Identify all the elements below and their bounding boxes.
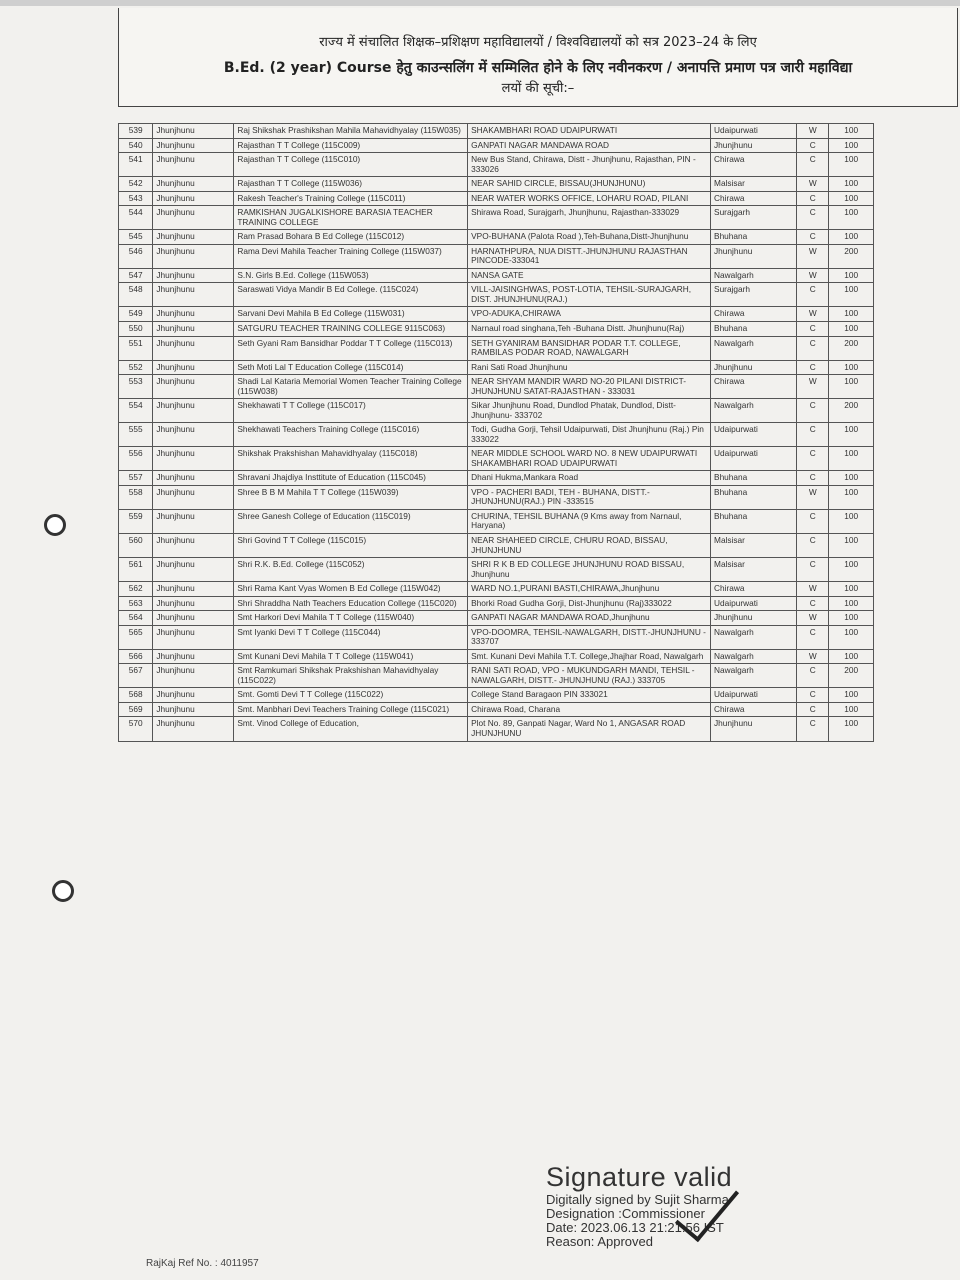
cell-sno: 557 <box>119 471 153 486</box>
cell-district: Jhunjhunu <box>153 582 234 597</box>
table-row <box>119 268 874 283</box>
table-row <box>119 206 874 230</box>
cell-sno: 554 <box>119 399 153 423</box>
cell-type: C <box>797 717 829 741</box>
table-row <box>119 625 874 649</box>
signature-signer: Digitally signed by Sujit Sharma <box>546 1192 729 1207</box>
cell-college-name: Rajasthan T T College (115C010) <box>234 153 468 177</box>
cell-type: C <box>797 206 829 230</box>
cell-district: Jhunjhunu <box>153 611 234 626</box>
cell-address: Sikar Jhunjhunu Road, Dundlod Phatak, Dundlod, Distt- Jhunjhunu- 333702 <box>468 399 711 423</box>
cell-district: Jhunjhunu <box>153 307 234 322</box>
table-row <box>119 702 874 717</box>
table-row <box>119 138 874 153</box>
cell-seats: 100 <box>829 534 874 558</box>
cell-sno: 541 <box>119 153 153 177</box>
table-row <box>119 307 874 322</box>
cell-seats: 100 <box>829 611 874 626</box>
cell-type: C <box>797 447 829 471</box>
signature-designation: Designation :Commissioner <box>546 1206 705 1221</box>
cell-seats: 100 <box>829 471 874 486</box>
cell-college-name: Smt. Manbhari Devi Teachers Training College (115C021) <box>234 702 468 717</box>
cell-district: Jhunjhunu <box>153 664 234 688</box>
table-row <box>119 611 874 626</box>
cell-district: Jhunjhunu <box>153 688 234 703</box>
cell-sno: 555 <box>119 423 153 447</box>
cell-district: Jhunjhunu <box>153 206 234 230</box>
cell-type: C <box>797 138 829 153</box>
cell-address: Narnaul road singhana,Teh -Buhana Distt. Jhunjhunu(Raj) <box>468 321 711 336</box>
cell-sno: 561 <box>119 558 153 582</box>
cell-address: WARD NO.1,PURANI BASTI,CHIRAWA,Jhunjhunu <box>468 582 711 597</box>
cell-district: Jhunjhunu <box>153 625 234 649</box>
cell-seats: 100 <box>829 423 874 447</box>
cell-tehsil: Bhuhana <box>711 509 797 533</box>
cell-tehsil: Jhunjhunu <box>711 244 797 268</box>
cell-college-name: Shri Shraddha Nath Teachers Education College (115C020) <box>234 596 468 611</box>
cell-tehsil: Chirawa <box>711 375 797 399</box>
table-row <box>119 509 874 533</box>
cell-sno: 556 <box>119 447 153 471</box>
college-table-body <box>119 124 874 742</box>
table-row <box>119 360 874 375</box>
cell-address: SETH GYANIRAM BANSIDHAR PODAR T.T. COLLEGE, RAMBILAS PODAR ROAD, NAWALGARH <box>468 336 711 360</box>
cell-college-name: Ram Prasad Bohara B Ed College (115C012) <box>234 230 468 245</box>
cell-type: C <box>797 558 829 582</box>
cell-district: Jhunjhunu <box>153 153 234 177</box>
table-row <box>119 321 874 336</box>
cell-college-name: Smt Kunani Devi Mahila T T College (115W041) <box>234 649 468 664</box>
cell-type: W <box>797 582 829 597</box>
cell-seats: 100 <box>829 558 874 582</box>
cell-college-name: Saraswati Vidya Mandir B Ed College. (115C024) <box>234 283 468 307</box>
cell-tehsil: Jhunjhunu <box>711 717 797 741</box>
cell-tehsil: Udaipurwati <box>711 124 797 139</box>
cell-college-name: Shikshak Prakshishan Mahavidhyalay (115C018) <box>234 447 468 471</box>
cell-sno: 568 <box>119 688 153 703</box>
cell-type: C <box>797 153 829 177</box>
cell-college-name: Seth Moti Lal T Education College (115C014) <box>234 360 468 375</box>
cell-sno: 543 <box>119 191 153 206</box>
rajkaj-ref-number: RajKaj Ref No. : 4011957 <box>146 1258 259 1269</box>
cell-seats: 100 <box>829 177 874 192</box>
cell-sno: 558 <box>119 485 153 509</box>
cell-type: C <box>797 625 829 649</box>
cell-college-name: Sarvani Devi Mahila B Ed College (115W031) <box>234 307 468 322</box>
cell-district: Jhunjhunu <box>153 702 234 717</box>
cell-tehsil: Chirawa <box>711 307 797 322</box>
cell-address: VILL-JAISINGHWAS, POST-LOTIA, TEHSIL-SURAJGARH, DIST. JHUNJHUNU(RAJ.) <box>468 283 711 307</box>
cell-type: C <box>797 702 829 717</box>
table-row <box>119 558 874 582</box>
cell-type: C <box>797 191 829 206</box>
cell-seats: 100 <box>829 206 874 230</box>
cell-tehsil: Malsisar <box>711 558 797 582</box>
cell-district: Jhunjhunu <box>153 191 234 206</box>
cell-tehsil: Bhuhana <box>711 321 797 336</box>
cell-sno: 567 <box>119 664 153 688</box>
cell-seats: 200 <box>829 664 874 688</box>
cell-sno: 546 <box>119 244 153 268</box>
cell-address: VPO - PACHERI BADI, TEH - BUHANA, DISTT.- JHUNJHUNU(RAJ.) PIN -333515 <box>468 485 711 509</box>
cell-seats: 100 <box>829 702 874 717</box>
page-top-edge <box>0 0 960 6</box>
table-row <box>119 485 874 509</box>
table-row <box>119 447 874 471</box>
cell-sno: 562 <box>119 582 153 597</box>
cell-tehsil: Jhunjhunu <box>711 611 797 626</box>
cell-college-name: Shri Rama Kant Vyas Women B Ed College (115W042) <box>234 582 468 597</box>
cell-seats: 100 <box>829 307 874 322</box>
table-row <box>119 244 874 268</box>
cell-district: Jhunjhunu <box>153 649 234 664</box>
cell-address: Plot No. 89, Ganpati Nagar, Ward No 1, ANGASAR ROAD JHUNJHUNU <box>468 717 711 741</box>
cell-address: SHAKAMBHARI ROAD UDAIPURWATI <box>468 124 711 139</box>
cell-address: NEAR MIDDLE SCHOOL WARD NO. 8 NEW UDAIPURWATI SHAKAMBHARI ROAD UDAIPURWATI <box>468 447 711 471</box>
cell-address: NEAR SHYAM MANDIR WARD NO-20 PILANI DISTRICT- JHUNJHUNU SATAT-RAJASTHAN - 333031 <box>468 375 711 399</box>
cell-type: W <box>797 307 829 322</box>
header-line-2: B.Ed. (2 year) Course हेतु काउन्सलिंग में सम्मिलित होने के लिए नवीनकरण / अनापत्ति प्रमाण पत्र जारी महाविद्या <box>223 60 853 76</box>
punch-hole <box>44 514 66 536</box>
cell-district: Jhunjhunu <box>153 283 234 307</box>
header-line-1: राज्य में संचालित शिक्षक–प्रशिक्षण महाविद्यालयों / विश्वविद्यालयों को सत्र 2023–24 के लिए <box>319 35 757 50</box>
table-row <box>119 649 874 664</box>
cell-sno: 551 <box>119 336 153 360</box>
cell-address: VPO-DOOMRA, TEHSIL-NAWALGARH, DISTT.-JHUNJHUNU - 333707 <box>468 625 711 649</box>
cell-type: C <box>797 423 829 447</box>
cell-seats: 100 <box>829 124 874 139</box>
cell-district: Jhunjhunu <box>153 399 234 423</box>
cell-seats: 100 <box>829 321 874 336</box>
cell-college-name: Smt Harkori Devi Mahila T T College (115W040) <box>234 611 468 626</box>
cell-address: Shirawa Road, Surajgarh, Jhunjhunu, Rajasthan-333029 <box>468 206 711 230</box>
signature-status: Signature valid <box>546 1162 733 1192</box>
cell-type: C <box>797 399 829 423</box>
cell-seats: 100 <box>829 625 874 649</box>
cell-college-name: SATGURU TEACHER TRAINING COLLEGE 9115C063) <box>234 321 468 336</box>
cell-tehsil: Nawalgarh <box>711 625 797 649</box>
cell-seats: 100 <box>829 509 874 533</box>
cell-sno: 553 <box>119 375 153 399</box>
cell-address: Todi, Gudha Gorji, Tehsil Udaipurwati, Dist Jhunjhunu (Raj.) Pin 333022 <box>468 423 711 447</box>
cell-sno: 563 <box>119 596 153 611</box>
table-row <box>119 375 874 399</box>
cell-address: Rani Sati Road Jhunjhunu <box>468 360 711 375</box>
cell-type: W <box>797 177 829 192</box>
cell-college-name: Smt. Gomti Devi T T College (115C022) <box>234 688 468 703</box>
cell-address: NANSA GATE <box>468 268 711 283</box>
table-row <box>119 596 874 611</box>
cell-tehsil: Udaipurwati <box>711 447 797 471</box>
table-row <box>119 582 874 597</box>
cell-address: New Bus Stand, Chirawa, Distt - Jhunjhunu, Rajasthan, PIN - 333026 <box>468 153 711 177</box>
cell-address: Chirawa Road, Charana <box>468 702 711 717</box>
document-header <box>118 8 958 107</box>
cell-address: HARNATHPURA, NUA DISTT.-JHUNJHUNU RAJASTHAN PINCODE-333041 <box>468 244 711 268</box>
cell-seats: 200 <box>829 336 874 360</box>
cell-address: Dhani Hukma,Mankara Road <box>468 471 711 486</box>
cell-seats: 100 <box>829 360 874 375</box>
cell-type: C <box>797 664 829 688</box>
cell-type: C <box>797 230 829 245</box>
cell-address: RANI SATI ROAD, VPO - MUKUNDGARH MANDI, TEHSIL - NAWALGARH, DISTT.- JHUNJHUNU (RAJ.) 333705 <box>468 664 711 688</box>
cell-tehsil: Udaipurwati <box>711 423 797 447</box>
cell-tehsil: Nawalgarh <box>711 664 797 688</box>
cell-address: NEAR SAHID CIRCLE, BISSAU(JHUNJHUNU) <box>468 177 711 192</box>
cell-address: GANPATI NAGAR MANDAWA ROAD <box>468 138 711 153</box>
signature-reason: Reason: Approved <box>546 1234 653 1249</box>
cell-tehsil: Udaipurwati <box>711 596 797 611</box>
cell-sno: 566 <box>119 649 153 664</box>
cell-sno: 542 <box>119 177 153 192</box>
cell-seats: 100 <box>829 268 874 283</box>
cell-district: Jhunjhunu <box>153 177 234 192</box>
cell-tehsil: Nawalgarh <box>711 268 797 283</box>
cell-sno: 539 <box>119 124 153 139</box>
cell-type: C <box>797 688 829 703</box>
cell-district: Jhunjhunu <box>153 534 234 558</box>
cell-address: Bhorki Road Gudha Gorji, Dist-Jhunjhunu (Raj)333022 <box>468 596 711 611</box>
cell-tehsil: Nawalgarh <box>711 649 797 664</box>
cell-district: Jhunjhunu <box>153 244 234 268</box>
punch-hole <box>52 880 74 902</box>
cell-district: Jhunjhunu <box>153 471 234 486</box>
cell-seats: 100 <box>829 138 874 153</box>
cell-type: C <box>797 336 829 360</box>
cell-tehsil: Malsisar <box>711 177 797 192</box>
cell-type: W <box>797 244 829 268</box>
cell-sno: 550 <box>119 321 153 336</box>
cell-sno: 547 <box>119 268 153 283</box>
cell-district: Jhunjhunu <box>153 485 234 509</box>
cell-type: C <box>797 360 829 375</box>
cell-district: Jhunjhunu <box>153 447 234 471</box>
digital-signature-block <box>546 1162 846 1249</box>
cell-seats: 200 <box>829 399 874 423</box>
cell-sno: 548 <box>119 283 153 307</box>
cell-district: Jhunjhunu <box>153 268 234 283</box>
cell-address: GANPATI NAGAR MANDAWA ROAD,Jhunjhunu <box>468 611 711 626</box>
cell-seats: 100 <box>829 191 874 206</box>
cell-address: College Stand Baragaon PIN 333021 <box>468 688 711 703</box>
cell-district: Jhunjhunu <box>153 558 234 582</box>
cell-college-name: RAMKISHAN JUGALKISHORE BARASIA TEACHER TRAINING COLLEGE <box>234 206 468 230</box>
cell-seats: 100 <box>829 688 874 703</box>
table-row <box>119 230 874 245</box>
cell-sno: 565 <box>119 625 153 649</box>
cell-tehsil: Chirawa <box>711 191 797 206</box>
cell-tehsil: Udaipurwati <box>711 688 797 703</box>
cell-seats: 100 <box>829 596 874 611</box>
cell-type: C <box>797 471 829 486</box>
cell-tehsil: Bhuhana <box>711 230 797 245</box>
cell-district: Jhunjhunu <box>153 336 234 360</box>
cell-sno: 559 <box>119 509 153 533</box>
cell-address: Smt. Kunani Devi Mahila T.T. College,Jhajhar Road, Nawalgarh <box>468 649 711 664</box>
cell-seats: 100 <box>829 717 874 741</box>
table-row <box>119 191 874 206</box>
cell-college-name: Shri R.K. B.Ed. College (115C052) <box>234 558 468 582</box>
cell-address: CHURINA, TEHSIL BUHANA (9 Kms away from Narnaul, Haryana) <box>468 509 711 533</box>
cell-college-name: Rajasthan T T College (115W036) <box>234 177 468 192</box>
cell-sno: 564 <box>119 611 153 626</box>
table-row <box>119 664 874 688</box>
cell-tehsil: Chirawa <box>711 702 797 717</box>
cell-sno: 540 <box>119 138 153 153</box>
cell-district: Jhunjhunu <box>153 138 234 153</box>
cell-type: W <box>797 649 829 664</box>
table-row <box>119 153 874 177</box>
header-line-3: लयों की सूची:– <box>501 81 575 96</box>
table-row <box>119 688 874 703</box>
cell-college-name: Shekhawati T T College (115C017) <box>234 399 468 423</box>
cell-college-name: Rakesh Teacher's Training College (115C011) <box>234 191 468 206</box>
cell-type: C <box>797 596 829 611</box>
cell-type: C <box>797 283 829 307</box>
cell-address: NEAR WATER WORKS OFFICE, LOHARU ROAD, PILANI <box>468 191 711 206</box>
cell-type: W <box>797 375 829 399</box>
cell-seats: 100 <box>829 485 874 509</box>
cell-sno: 544 <box>119 206 153 230</box>
cell-tehsil: Bhuhana <box>711 471 797 486</box>
table-row <box>119 336 874 360</box>
cell-sno: 560 <box>119 534 153 558</box>
cell-tehsil: Chirawa <box>711 153 797 177</box>
cell-type: C <box>797 534 829 558</box>
cell-college-name: Shravani Jhajdiya Insttitute of Education (115C045) <box>234 471 468 486</box>
signature-date: Date: 2023.06.13 21:21:56 IST <box>546 1220 724 1235</box>
table-row <box>119 423 874 447</box>
cell-type: W <box>797 124 829 139</box>
cell-seats: 200 <box>829 244 874 268</box>
cell-district: Jhunjhunu <box>153 423 234 447</box>
cell-sno: 552 <box>119 360 153 375</box>
cell-college-name: S.N. Girls B.Ed. College (115W053) <box>234 268 468 283</box>
cell-college-name: Shree B B M Mahila T T College (115W039) <box>234 485 468 509</box>
cell-college-name: Rama Devi Mahila Teacher Training College (115W037) <box>234 244 468 268</box>
table-row <box>119 283 874 307</box>
cell-tehsil: Bhuhana <box>711 485 797 509</box>
cell-college-name: Shree Ganesh College of Education (115C019) <box>234 509 468 533</box>
table-row <box>119 717 874 741</box>
cell-seats: 100 <box>829 283 874 307</box>
cell-district: Jhunjhunu <box>153 230 234 245</box>
cell-college-name: Raj Shikshak Prashikshan Mahila Mahavidhyalay (115W035) <box>234 124 468 139</box>
cell-seats: 100 <box>829 375 874 399</box>
cell-seats: 100 <box>829 447 874 471</box>
table-row <box>119 399 874 423</box>
cell-college-name: Shadi Lal Kataria Memorial Women Teacher Training College (115W038) <box>234 375 468 399</box>
cell-district: Jhunjhunu <box>153 717 234 741</box>
cell-college-name: Seth Gyani Ram Bansidhar Poddar T T College (115C013) <box>234 336 468 360</box>
cell-seats: 100 <box>829 230 874 245</box>
cell-college-name: Rajasthan T T College (115C009) <box>234 138 468 153</box>
cell-type: C <box>797 321 829 336</box>
cell-address: SHRI R K B ED COLLEGE JHUNJHUNU ROAD BISSAU, Jhunjhunu <box>468 558 711 582</box>
cell-district: Jhunjhunu <box>153 360 234 375</box>
cell-college-name: Smt Iyanki Devi T T College (115C044) <box>234 625 468 649</box>
cell-college-name: Smt. Vinod College of Education, <box>234 717 468 741</box>
table-row <box>119 177 874 192</box>
cell-address: NEAR SHAHEED CIRCLE, CHURU ROAD, BISSAU, JHUNJHUNU <box>468 534 711 558</box>
cell-address: VPO-ADUKA,CHIRAWA <box>468 307 711 322</box>
cell-tehsil: Jhunjhunu <box>711 360 797 375</box>
cell-tehsil: Surajgarh <box>711 206 797 230</box>
cell-tehsil: Jhunjhunu <box>711 138 797 153</box>
cell-seats: 100 <box>829 582 874 597</box>
college-list-table <box>118 123 874 742</box>
cell-type: W <box>797 268 829 283</box>
cell-district: Jhunjhunu <box>153 596 234 611</box>
cell-address: VPO-BUHANA (Palota Road ),Teh-Buhana,Distt-Jhunjhunu <box>468 230 711 245</box>
cell-district: Jhunjhunu <box>153 375 234 399</box>
cell-district: Jhunjhunu <box>153 124 234 139</box>
cell-type: W <box>797 485 829 509</box>
cell-college-name: Shekhawati Teachers Training College (115C016) <box>234 423 468 447</box>
table-row <box>119 534 874 558</box>
cell-district: Jhunjhunu <box>153 321 234 336</box>
cell-tehsil: Nawalgarh <box>711 336 797 360</box>
cell-district: Jhunjhunu <box>153 509 234 533</box>
cell-seats: 100 <box>829 153 874 177</box>
cell-tehsil: Chirawa <box>711 582 797 597</box>
cell-college-name: Shri Govind T T College (115C015) <box>234 534 468 558</box>
table-row <box>119 471 874 486</box>
cell-sno: 549 <box>119 307 153 322</box>
cell-sno: 569 <box>119 702 153 717</box>
cell-college-name: Smt Ramkumari Shikshak Prakshishan Mahavidhyalay (115C022) <box>234 664 468 688</box>
cell-tehsil: Nawalgarh <box>711 399 797 423</box>
cell-sno: 545 <box>119 230 153 245</box>
cell-type: W <box>797 611 829 626</box>
cell-seats: 100 <box>829 649 874 664</box>
cell-sno: 570 <box>119 717 153 741</box>
cell-type: C <box>797 509 829 533</box>
cell-tehsil: Surajgarh <box>711 283 797 307</box>
cell-tehsil: Malsisar <box>711 534 797 558</box>
table-row <box>119 124 874 139</box>
